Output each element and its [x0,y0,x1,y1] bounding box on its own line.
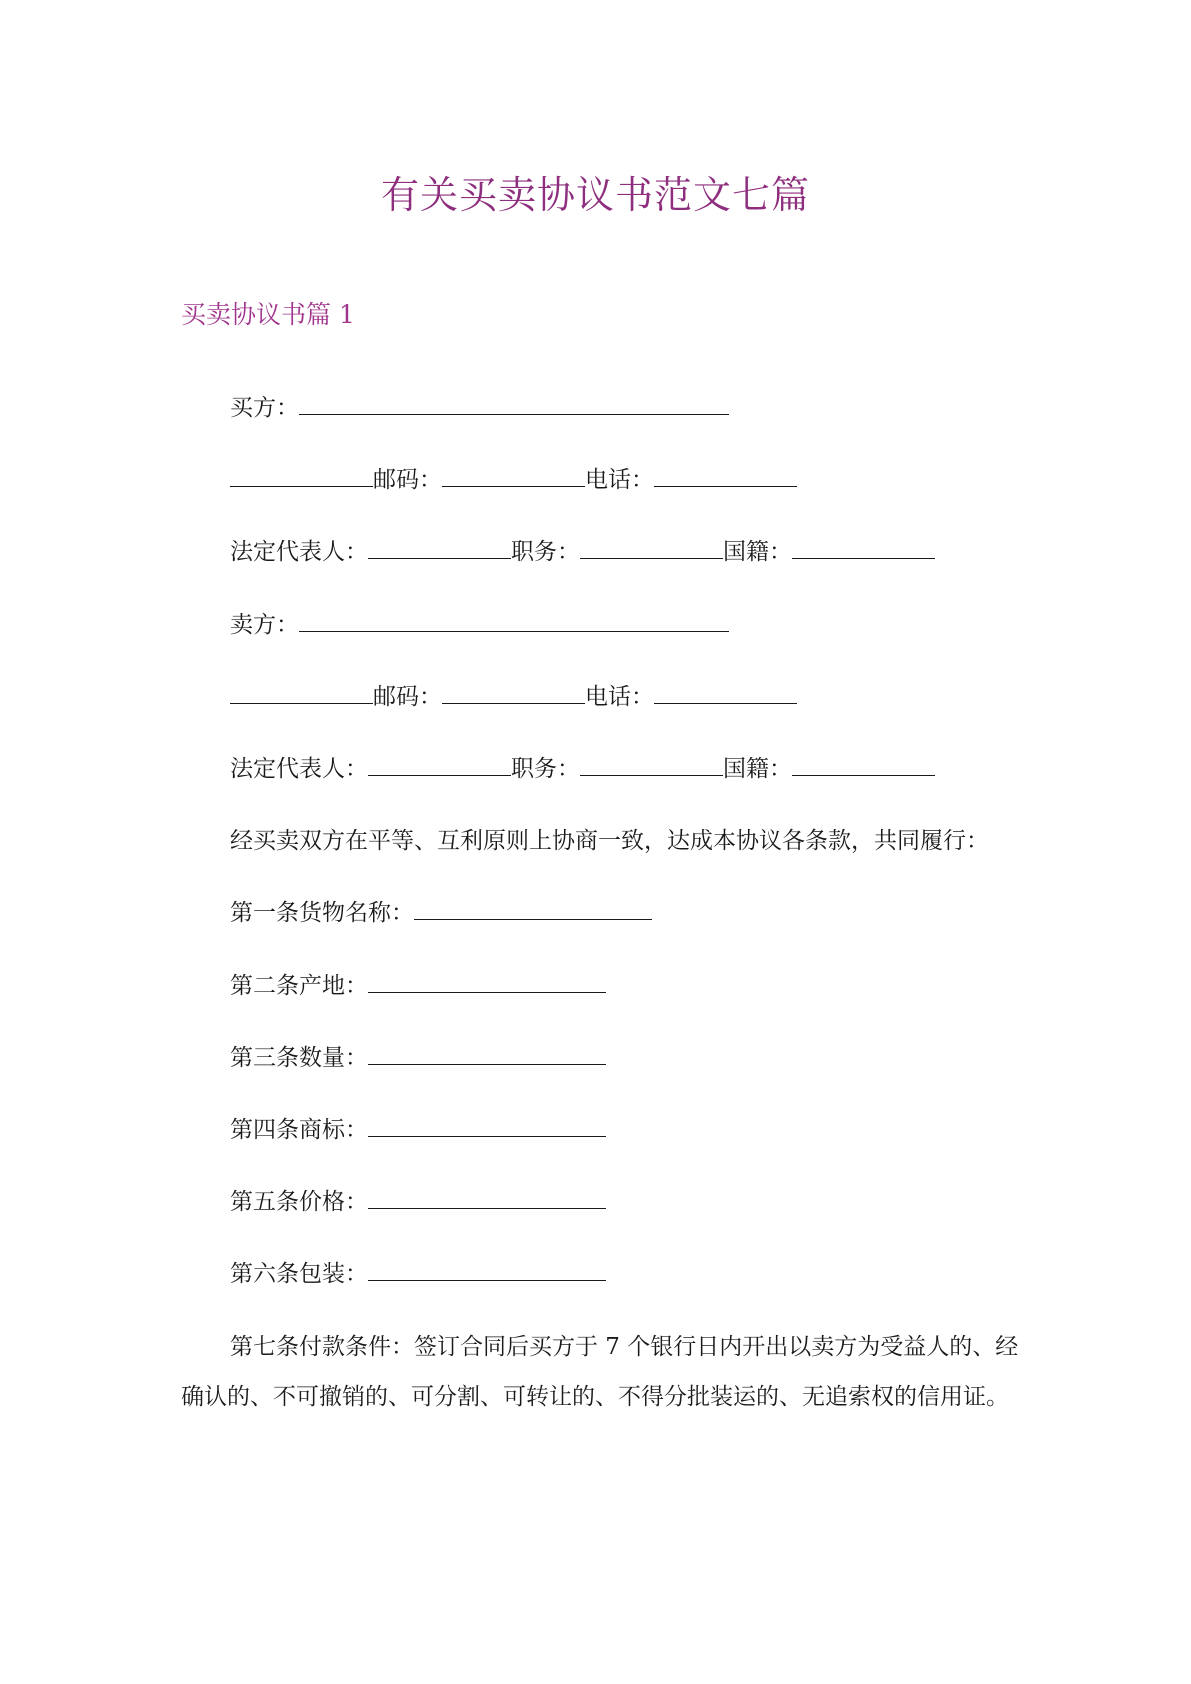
seller-phone-label: 电话： [585,684,654,710]
article-2 [230,970,606,1002]
seller-position-blank [580,753,723,776]
document-title: 有关买卖协议书范文七篇 [380,173,810,217]
article-2-blank [368,970,606,993]
article-4 [230,1114,606,1146]
agreement-intro: 经买卖双方在平等、互利原则上协商一致，达成本协议各条款，共同履行： [230,828,989,854]
buyer-nationality-label: 国籍： [723,539,792,565]
seller-contact-line [230,681,797,713]
buyer-legal-rep-blank [368,536,511,559]
seller-phone-blank [654,681,797,704]
seller-address-blank [230,681,373,704]
buyer-rep-line [230,536,935,568]
article-4-label: 第四条商标： [230,1117,368,1143]
seller-line [230,609,729,641]
article-7-text: 第七条付款条件：签订合同后买方于 7 个银行日内开出以卖方为受益人的、经确认的、不可撤销的、可分割、可转让的、不得分批装运的、无追索权的信用证。 [181,1334,1019,1410]
article-4-blank [368,1114,606,1137]
buyer-position-blank [580,536,723,559]
seller-nationality-label: 国籍： [723,756,792,782]
buyer-zip-label: 邮码： [373,467,442,493]
buyer-name-blank [299,392,729,415]
section-heading: 买卖协议书篇 1 [181,300,355,329]
buyer-phone-label: 电话： [585,467,654,493]
article-6 [230,1258,606,1290]
buyer-nationality-blank [792,536,935,559]
buyer-contact-line [230,464,797,496]
buyer-phone-blank [654,464,797,487]
article-2-label: 第二条产地： [230,973,368,999]
article-5-blank [368,1186,606,1209]
article-1-label: 第一条货物名称： [230,900,414,926]
seller-legal-rep-label: 法定代表人： [230,756,368,782]
buyer-label: 买方： [230,395,299,421]
seller-nationality-blank [792,753,935,776]
buyer-position-label: 职务： [511,539,580,565]
buyer-zip-blank [442,464,585,487]
buyer-address-blank [230,464,373,487]
seller-position-label: 职务： [511,756,580,782]
article-1-blank [414,897,652,920]
article-1 [230,897,652,929]
article-6-blank [368,1258,606,1281]
article-7-paragraph [181,1322,1021,1422]
buyer-legal-rep-label: 法定代表人： [230,539,368,565]
article-3-blank [368,1042,606,1065]
seller-zip-blank [442,681,585,704]
article-3 [230,1042,606,1074]
seller-zip-label: 邮码： [373,684,442,710]
article-3-label: 第三条数量： [230,1045,368,1071]
seller-name-blank [299,609,729,632]
buyer-line [230,392,729,424]
article-5-label: 第五条价格： [230,1189,368,1215]
seller-legal-rep-blank [368,753,511,776]
article-6-label: 第六条包装： [230,1261,368,1287]
article-5 [230,1186,606,1218]
seller-rep-line [230,753,935,785]
seller-label: 卖方： [230,612,299,638]
